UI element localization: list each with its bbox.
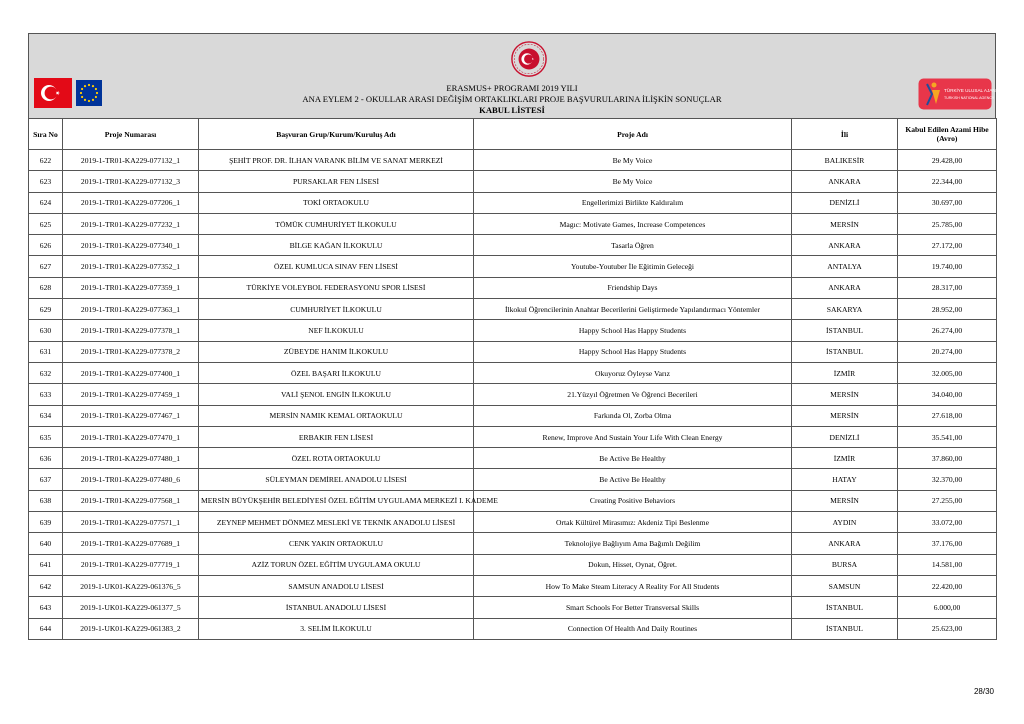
cell-basvuran: VALİ ŞENOL ENGİN İLKOKULU: [199, 384, 474, 405]
document-titles: [29, 83, 995, 116]
cell-basvuran: BİLGE KAĞAN İLKOKULU: [199, 235, 474, 256]
cell-proje-numarasi: 2019-1-TR01-KA229-077232_1: [63, 213, 199, 234]
page-number: 28/30: [973, 687, 994, 696]
cell-proje-adi: Be My Voice: [474, 171, 792, 192]
table-row: [29, 597, 997, 618]
cell-proje-adi: Connection Of Health And Daily Routines: [474, 618, 792, 639]
turkish-emblem-icon: [510, 40, 548, 78]
cell-hibe: 27.618,00: [898, 405, 997, 426]
cell-proje-adi: Happy School Has Happy Students: [474, 320, 792, 341]
cell-hibe: 37.176,00: [898, 533, 997, 554]
col-header-basvuran: Başvuran Grup/Kurum/Kuruluş Adı: [199, 119, 474, 150]
cell-hibe: 33.072,00: [898, 512, 997, 533]
table-header-row: [29, 119, 997, 150]
cell-sira-no: 641: [29, 554, 63, 575]
cell-basvuran: MERSİN BÜYÜKŞEHİR BELEDİYESİ ÖZEL EĞİTİM UYGULAMA MERKEZİ I. KADEME: [199, 490, 474, 511]
col-header-ili: İli: [792, 119, 898, 150]
cell-proje-adi: Friendship Days: [474, 277, 792, 298]
table-row: [29, 362, 997, 383]
cell-sira-no: 637: [29, 469, 63, 490]
cell-ili: ANKARA: [792, 235, 898, 256]
cell-proje-numarasi: 2019-1-TR01-KA229-077480_1: [63, 448, 199, 469]
cell-proje-adi: Farkında Ol, Zorba Olma: [474, 405, 792, 426]
cell-proje-adi: Happy School Has Happy Students: [474, 341, 792, 362]
table-row: [29, 512, 997, 533]
cell-ili: HATAY: [792, 469, 898, 490]
table-row: [29, 192, 997, 213]
cell-ili: BURSA: [792, 554, 898, 575]
cell-hibe: 20.274,00: [898, 341, 997, 362]
cell-proje-adi: 21.Yüzyıl Öğretmen Ve Öğrenci Becerileri: [474, 384, 792, 405]
cell-basvuran: ŞEHİT PROF. DR. İLHAN VARANK BİLİM VE SANAT MERKEZİ: [199, 150, 474, 171]
cell-proje-numarasi: 2019-1-TR01-KA229-077378_1: [63, 320, 199, 341]
col-header-sira-no: Sıra No: [29, 119, 63, 150]
title-line-3: KABUL LİSTESİ: [479, 105, 545, 115]
cell-proje-adi: İlkokul Öğrencilerinin Anahtar Becerilerini Geliştirmede Yapılandırmacı Yöntemler: [474, 299, 792, 320]
cell-proje-numarasi: 2019-1-TR01-KA229-077400_1: [63, 362, 199, 383]
cell-hibe: 30.697,00: [898, 192, 997, 213]
cell-proje-adi: Be Active Be Healthy: [474, 448, 792, 469]
cell-proje-numarasi: 2019-1-TR01-KA229-077459_1: [63, 384, 199, 405]
cell-proje-adi: Tasarla Öğren: [474, 235, 792, 256]
cell-proje-adi: Engellerimizi Birlikte Kaldıralım: [474, 192, 792, 213]
cell-hibe: 25.785,00: [898, 213, 997, 234]
table-row: [29, 384, 997, 405]
table-row: [29, 618, 997, 639]
cell-basvuran: İSTANBUL ANADOLU LİSESİ: [199, 597, 474, 618]
cell-proje-adi: Dokun, Hisset, Oynat, Öğret.: [474, 554, 792, 575]
results-table: [28, 118, 997, 640]
table-row: [29, 277, 997, 298]
cell-hibe: 26.274,00: [898, 320, 997, 341]
cell-basvuran: TÜRKİYE VOLEYBOL FEDERASYONU SPOR LİSESİ: [199, 277, 474, 298]
cell-basvuran: CENK YAKIN ORTAOKULU: [199, 533, 474, 554]
cell-basvuran: ERBAKIR FEN LİSESİ: [199, 426, 474, 447]
logo-text-1: TÜRKİYE ULUSAL AJANSI: [944, 88, 1000, 93]
cell-proje-adi: Okuyoruz Öyleyse Varız: [474, 362, 792, 383]
cell-proje-numarasi: 2019-1-TR01-KA229-077378_2: [63, 341, 199, 362]
col-header-proje-numarasi: Proje Numarası: [63, 119, 199, 150]
cell-ili: AYDIN: [792, 512, 898, 533]
cell-basvuran: SÜLEYMAN DEMİREL ANADOLU LİSESİ: [199, 469, 474, 490]
cell-ili: BALIKESİR: [792, 150, 898, 171]
cell-basvuran: ZÜBEYDE HANIM İLKOKULU: [199, 341, 474, 362]
cell-proje-adi: How To Make Steam Literacy A Reality For All Students: [474, 575, 792, 596]
cell-hibe: 27.172,00: [898, 235, 997, 256]
cell-hibe: 34.040,00: [898, 384, 997, 405]
table-row: [29, 575, 997, 596]
cell-sira-no: 635: [29, 426, 63, 447]
cell-ili: MERSİN: [792, 213, 898, 234]
table-row: [29, 490, 997, 511]
cell-ili: İZMİR: [792, 448, 898, 469]
cell-basvuran: SAMSUN ANADOLU LİSESİ: [199, 575, 474, 596]
cell-ili: DENİZLİ: [792, 426, 898, 447]
cell-hibe: 6.000,00: [898, 597, 997, 618]
cell-ili: İSTANBUL: [792, 320, 898, 341]
cell-ili: SAMSUN: [792, 575, 898, 596]
cell-sira-no: 639: [29, 512, 63, 533]
cell-proje-numarasi: 2019-1-TR01-KA229-077470_1: [63, 426, 199, 447]
cell-ili: MERSİN: [792, 490, 898, 511]
cell-ili: ANKARA: [792, 277, 898, 298]
table-row: [29, 256, 997, 277]
cell-ili: ANKARA: [792, 171, 898, 192]
cell-proje-numarasi: 2019-1-TR01-KA229-077719_1: [63, 554, 199, 575]
cell-basvuran: ÖZEL ROTA ORTAOKULU: [199, 448, 474, 469]
cell-hibe: 28.317,00: [898, 277, 997, 298]
cell-ili: ANTALYA: [792, 256, 898, 277]
table-row: [29, 341, 997, 362]
cell-sira-no: 622: [29, 150, 63, 171]
cell-hibe: 22.420,00: [898, 575, 997, 596]
title-line-2: ANA EYLEM 2 - OKULLAR ARASI DEĞİŞİM ORTAKLIKLARI PROJE BAŞVURULARINA İLİŞKİN SONUÇLAR: [302, 94, 722, 104]
cell-proje-numarasi: 2019-1-TR01-KA229-077689_1: [63, 533, 199, 554]
cell-ili: İZMİR: [792, 362, 898, 383]
table-row: [29, 320, 997, 341]
cell-proje-numarasi: 2019-1-TR01-KA229-077480_6: [63, 469, 199, 490]
cell-proje-numarasi: 2019-1-TR01-KA229-077132_1: [63, 150, 199, 171]
cell-sira-no: 636: [29, 448, 63, 469]
cell-basvuran: ÖZEL BAŞARI İLKOKULU: [199, 362, 474, 383]
table-row: [29, 235, 997, 256]
cell-sira-no: 630: [29, 320, 63, 341]
cell-basvuran: NEF İLKOKULU: [199, 320, 474, 341]
table-row: [29, 299, 997, 320]
table-row: [29, 554, 997, 575]
col-header-hibe: Kabul Edilen Azami Hibe (Avro): [898, 119, 997, 150]
cell-proje-numarasi: 2019-1-TR01-KA229-077206_1: [63, 192, 199, 213]
table-row: [29, 171, 997, 192]
table-row: [29, 469, 997, 490]
cell-basvuran: TOKİ ORTAOKULU: [199, 192, 474, 213]
cell-proje-adi: Creating Positive Behaviors: [474, 490, 792, 511]
cell-basvuran: ZEYNEP MEHMET DÖNMEZ MESLEKİ VE TEKNİK ANADOLU LİSESİ: [199, 512, 474, 533]
cell-hibe: 32.005,00: [898, 362, 997, 383]
cell-proje-adi: Teknolojiye Bağlıyım Ama Bağımlı Değilim: [474, 533, 792, 554]
cell-hibe: 19.740,00: [898, 256, 997, 277]
table-row: [29, 533, 997, 554]
cell-sira-no: 643: [29, 597, 63, 618]
cell-ili: İSTANBUL: [792, 618, 898, 639]
cell-ili: SAKARYA: [792, 299, 898, 320]
cell-sira-no: 626: [29, 235, 63, 256]
cell-proje-numarasi: 2019-1-TR01-KA229-077571_1: [63, 512, 199, 533]
cell-sira-no: 629: [29, 299, 63, 320]
cell-proje-adi: Be My Voice: [474, 150, 792, 171]
cell-proje-numarasi: 2019-1-UK01-KA229-061376_5: [63, 575, 199, 596]
cell-sira-no: 623: [29, 171, 63, 192]
title-line-1: ERASMUS+ PROGRAMI 2019 YILI: [446, 83, 578, 93]
cell-sira-no: 642: [29, 575, 63, 596]
cell-sira-no: 644: [29, 618, 63, 639]
cell-basvuran: PURSAKLAR FEN LİSESİ: [199, 171, 474, 192]
table-row: [29, 150, 997, 171]
cell-proje-numarasi: 2019-1-TR01-KA229-077467_1: [63, 405, 199, 426]
cell-sira-no: 638: [29, 490, 63, 511]
table-row: [29, 448, 997, 469]
cell-proje-numarasi: 2019-1-TR01-KA229-077568_1: [63, 490, 199, 511]
cell-proje-numarasi: 2019-1-TR01-KA229-077132_3: [63, 171, 199, 192]
cell-hibe: 27.255,00: [898, 490, 997, 511]
cell-sira-no: 631: [29, 341, 63, 362]
cell-ili: İSTANBUL: [792, 341, 898, 362]
cell-sira-no: 634: [29, 405, 63, 426]
cell-proje-adi: Be Active Be Healthy: [474, 469, 792, 490]
cell-sira-no: 627: [29, 256, 63, 277]
cell-hibe: 25.623,00: [898, 618, 997, 639]
cell-basvuran: ÖZEL KUMLUCA SINAV FEN LİSESİ: [199, 256, 474, 277]
cell-sira-no: 624: [29, 192, 63, 213]
cell-sira-no: 628: [29, 277, 63, 298]
cell-proje-adi: Ortak Kültürel Mirasımız: Akdeniz Tipi Beslenme: [474, 512, 792, 533]
cell-ili: ANKARA: [792, 533, 898, 554]
table-row: [29, 405, 997, 426]
cell-hibe: 29.428,00: [898, 150, 997, 171]
cell-proje-adi: Magıc: Motivate Games, Increase Competences: [474, 213, 792, 234]
cell-proje-numarasi: 2019-1-TR01-KA229-077359_1: [63, 277, 199, 298]
cell-proje-numarasi: 2019-1-TR01-KA229-077363_1: [63, 299, 199, 320]
cell-proje-numarasi: 2019-1-UK01-KA229-061383_2: [63, 618, 199, 639]
cell-basvuran: 3. SELİM İLKOKULU: [199, 618, 474, 639]
cell-proje-numarasi: 2019-1-TR01-KA229-077352_1: [63, 256, 199, 277]
cell-proje-adi: Youtube-Youtuber İle Eğitimin Geleceği: [474, 256, 792, 277]
cell-basvuran: MERSİN NAMIK KEMAL ORTAOKULU: [199, 405, 474, 426]
document-header: [28, 33, 1000, 118]
cell-proje-adi: Smart Schools For Better Transversal Skills: [474, 597, 792, 618]
cell-sira-no: 625: [29, 213, 63, 234]
cell-basvuran: CUMHURİYET İLKOKULU: [199, 299, 474, 320]
cell-basvuran: AZİZ TORUN ÖZEL EĞİTİM UYGULAMA OKULU: [199, 554, 474, 575]
cell-ili: MERSİN: [792, 384, 898, 405]
col-header-proje-adi: Proje Adı: [474, 119, 792, 150]
cell-hibe: 32.370,00: [898, 469, 997, 490]
logo-text-2: TURKISH NATIONAL AGENCY: [944, 96, 995, 100]
cell-sira-no: 633: [29, 384, 63, 405]
cell-proje-numarasi: 2019-1-TR01-KA229-077340_1: [63, 235, 199, 256]
cell-ili: İSTANBUL: [792, 597, 898, 618]
cell-hibe: 37.860,00: [898, 448, 997, 469]
cell-hibe: 28.952,00: [898, 299, 997, 320]
cell-proje-numarasi: 2019-1-UK01-KA229-061377_5: [63, 597, 199, 618]
cell-proje-adi: Renew, Improve And Sustain Your Life With Clean Energy: [474, 426, 792, 447]
cell-basvuran: TÖMÜK CUMHURİYET İLKOKULU: [199, 213, 474, 234]
cell-hibe: 22.344,00: [898, 171, 997, 192]
table-row: [29, 213, 997, 234]
cell-sira-no: 632: [29, 362, 63, 383]
cell-sira-no: 640: [29, 533, 63, 554]
cell-ili: DENİZLİ: [792, 192, 898, 213]
cell-hibe: 35.541,00: [898, 426, 997, 447]
cell-hibe: 14.581,00: [898, 554, 997, 575]
table-row: [29, 426, 997, 447]
cell-ili: MERSİN: [792, 405, 898, 426]
document-page: [28, 33, 1000, 640]
